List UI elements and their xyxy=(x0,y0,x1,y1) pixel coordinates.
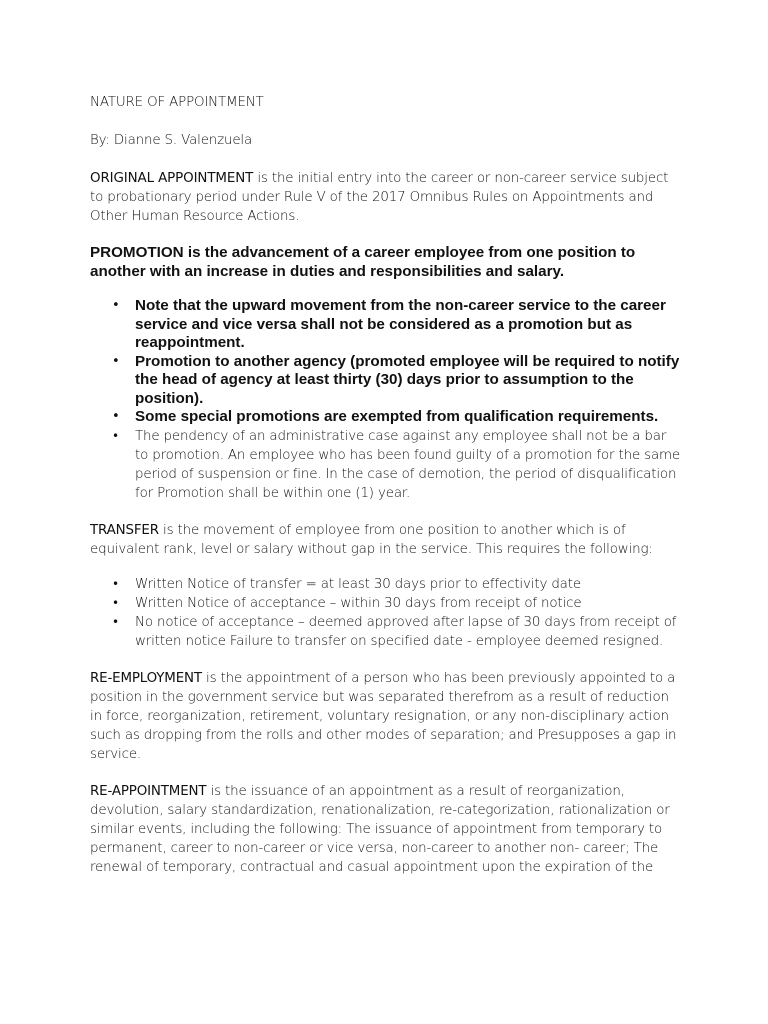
document-author: By: Dianne S. Valenzuela xyxy=(90,133,253,148)
document-title: NATURE OF APPOINTMENT xyxy=(90,95,264,110)
bullet-icon: • xyxy=(112,409,120,424)
bullet-icon: • xyxy=(112,353,120,369)
transfer-bullet-text: Written Notice of transfer = at least 30 days prior to effectivity date xyxy=(135,576,581,592)
list-item xyxy=(90,408,680,427)
bullet-icon: • xyxy=(112,595,119,610)
transfer-paragraph xyxy=(90,521,680,559)
promotion-bullet-text: The pendency of an administrative case against any employee shall not be a bar to promotion. An employee who has been found guilty of a promotion for the same period of suspension or fine. In the case of demotion, the period of disqualification for Promotion shall be within one (1) year. xyxy=(135,428,681,501)
bullet-icon: • xyxy=(112,614,119,629)
list-item xyxy=(90,353,680,409)
transfer-term: TRANSFER xyxy=(90,522,159,538)
transfer-bullet-text: Written Notice of acceptance – within 30 days from receipt of notice xyxy=(135,595,582,611)
promotion-paragraph: PROMOTION is the advancement of a career employee from one position to another with an increase in duties and responsibilities and salary. xyxy=(90,244,636,280)
promotion-bullet-list xyxy=(90,297,680,503)
reappointment-term: RE-APPOINTMENT xyxy=(90,783,207,799)
original-appointment-term: ORIGINAL APPOINTMENT xyxy=(90,171,254,186)
reemployment-term: RE-EMPLOYMENT xyxy=(90,670,202,686)
list-item xyxy=(90,613,680,651)
bullet-icon: • xyxy=(112,298,120,313)
original-appointment-paragraph xyxy=(90,169,680,226)
promotion-bullet-text: Some special promotions are exempted from qualification requirements. xyxy=(135,408,659,425)
list-item xyxy=(90,297,680,353)
reappointment-paragraph xyxy=(90,782,680,877)
bullet-icon: • xyxy=(112,576,119,591)
reappointment-text: is the issuance of an appointment as a result of reorganization, devolution, salary standardization, renationalization, re-categorization, rationalization or similar events, including the following: The issuance of appointment from temporary to permanent, career to non-career or vice versa, non-career to another non- career; The renewal of temporary, contractual and casual appointment upon the expiration of the xyxy=(90,783,670,875)
list-item xyxy=(90,427,680,503)
list-item xyxy=(90,575,680,594)
document-page xyxy=(90,93,680,895)
original-appointment-text: is the initial entry into the career or non-career service subject to probationary period under Rule V of the 2017 Omnibus Rules on Appointments and Other Human Resource Actions. xyxy=(90,171,669,224)
reemployment-text: is the appointment of a person who has been previously appointed to a position in the government service but was separated therefrom as a result of reduction in force, reorganization, retirement, voluntary resignation, or any non-disciplinary action such as dropping from the rolls and other modes of separation; and Presupposes a gap in service. xyxy=(90,670,677,762)
reemployment-paragraph xyxy=(90,669,680,764)
list-item xyxy=(90,594,680,613)
promotion-bullet-text: Promotion to another agency (promoted employee will be required to notify the head of agency at least thirty (30) days prior to assumption to the position). xyxy=(135,352,680,407)
transfer-text: is the movement of employee from one position to another which is of equivalent rank, level or salary without gap in the service. This requires the following: xyxy=(90,522,653,557)
bullet-icon: • xyxy=(112,428,119,443)
transfer-bullet-list xyxy=(90,575,680,651)
transfer-bullet-text: No notice of acceptance – deemed approved after lapse of 30 days from receipt of written notice Failure to transfer on specified date - employee deemed resigned. xyxy=(135,614,677,649)
promotion-bullet-text: Note that the upward movement from the non-career service to the career service and vice versa shall not be considered as a promotion but as reappointment. xyxy=(135,297,666,351)
